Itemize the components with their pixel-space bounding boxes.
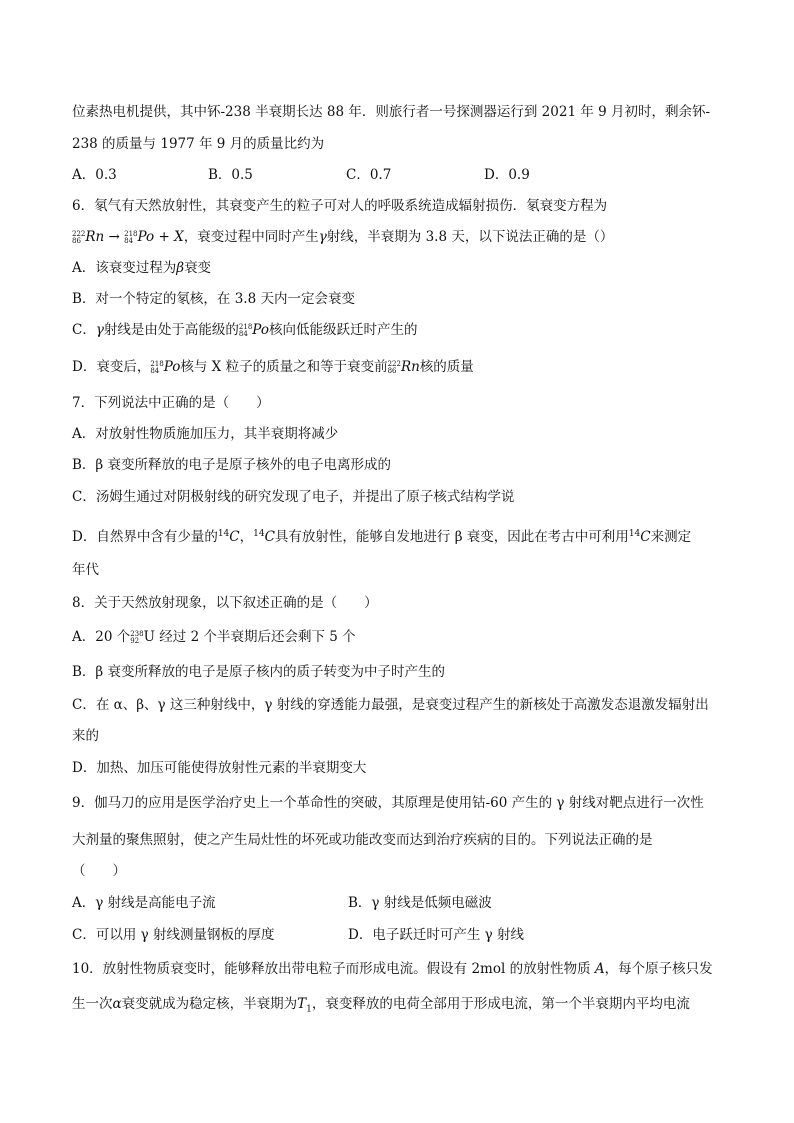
q8-option-c: C．在 α、β、γ 这三种射线中，γ 射线的穿透能力最强，是衰变过程产生的新核处于高激发态退激发辐射出 <box>72 697 709 713</box>
q9-option-c: C．可以用 γ 射线测量钢板的厚度 <box>72 927 275 943</box>
arrow: → <box>104 229 125 245</box>
q6-option-d: D．衰变后，218 84 Po核与 X 粒子的质量之和等于衰变前222 86 Rn核的质量 <box>72 359 474 375</box>
q9-option-d: D．电子跃迁时可产生 γ 射线 <box>348 927 524 943</box>
q7-option-d-line-2: 年代 <box>72 562 99 578</box>
po-nuclide-numbers: 218 84 <box>124 229 138 245</box>
q7-option-a: A．对放射性物质施加压力，其半衰期将减少 <box>72 426 339 442</box>
rn-nuclide-numbers: 222 86 <box>72 229 86 245</box>
q6-option-c: C．γ射线是由处于高能级的218 84 Po核向低能级跃迁时产生的 <box>72 322 418 338</box>
q5-option-a: A．0.3 <box>72 167 117 183</box>
q8-stem: 8．关于天然放射现象，以下叙述正确的是（ ） <box>72 595 378 611</box>
q7-option-b: B．β 衰变所释放的电子是原子核外的电子电离形成的 <box>72 457 392 473</box>
q8-option-d: D．加热、加压可能使得放射性元素的半衰期变大 <box>72 760 367 776</box>
q5-option-b: B．0.5 <box>208 167 253 183</box>
q10-stem-1: 10．放射性物质衰变时，能够释放出带电粒子而形成电流。假设有 2mol 的放射性物质 A，每个原子核只发 <box>72 961 713 977</box>
q9-stem-2: 大剂量的聚焦照射，使之产生局灶性的坏死或功能改变而达到治疗疾病的目的。下列说法正确的是 <box>72 832 653 848</box>
q9-stem-1: 9．伽马刀的应用是医学治疗史上一个革命性的突破，其原理是使用钴-60 产生的 γ 射线对靶点进行一次性 <box>72 795 704 811</box>
q5-line-2: 238 的质量与 1977 年 9 月的质量比约为 <box>72 136 325 152</box>
q6-option-b: B．对一个特定的氡核，在 3.8 天内一定会衰变 <box>72 291 355 307</box>
plus-x: + X <box>154 229 184 245</box>
q7-option-c: C．汤姆生通过对阴极射线的研究发现了电子，并提出了原子核式结构学说 <box>72 489 515 505</box>
po-symbol: Po <box>137 229 155 245</box>
q9-option-a: A．γ 射线是高能电子流 <box>72 895 216 911</box>
q7-option-d: D．自然界中含有少量的$^{14}$C，$^{14}$C具有放射性，能够自发地进行 β 衰变，因此在考古中可利用$^{14}$C来测定 <box>72 529 692 545</box>
q8-option-c-line-2: 来的 <box>72 728 99 744</box>
q6-stem-1: 6．氡气有天然放射性，其衰变产生的粒子可对人的呼吸系统造成辐射损伤．氡衰变方程为 <box>72 198 608 214</box>
q10-stem-2: 生一次α衰变就成为稳定核，半衰期为$T_1$，衰变释放的电荷全部用于形成电流，第一个半衰期内平均电流 <box>72 996 690 1015</box>
q5-line-1: 位素热电机提供，其中钚-238 半衰期长达 88 年．则旅行者一号探测器运行到 2021 年 9 月初时，剩余钚- <box>72 104 711 120</box>
q6-option-a: A．该衰变过程为β衰变 <box>72 260 212 276</box>
q5-option-d: D．0.9 <box>484 167 530 183</box>
q6-stem-2: 222 86 Rn → 218 84 Po + X，衰变过程中同时产生γ射线，半衰期为 3.8 天，以下说法正确的是（） <box>72 229 614 245</box>
q8-option-a: A．20 个238 92 U 经过 2 个半衰期后还会剩下 5 个 <box>72 629 356 645</box>
rn-symbol: Rn <box>85 229 105 245</box>
q7-stem: 7．下列说法中正确的是（ ） <box>72 395 270 411</box>
q9-option-b: B．γ 射线是低频电磁波 <box>348 895 492 911</box>
q5-option-c: C．0.7 <box>346 167 392 183</box>
q9-stem-3: （ ） <box>72 863 126 879</box>
q8-option-b: B．β 衰变所释放的电子是原子核内的质子转变为中子时产生的 <box>72 664 446 680</box>
